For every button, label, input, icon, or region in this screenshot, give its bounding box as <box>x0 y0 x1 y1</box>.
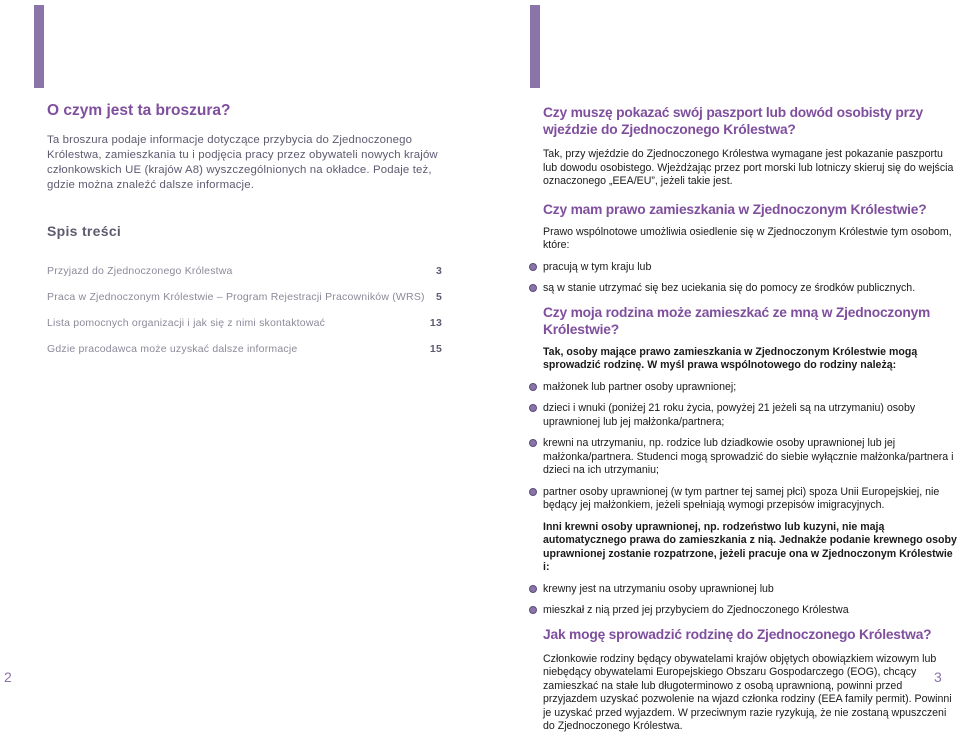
section-note: Inni krewni osoby uprawnionej, np. rodzeństwo lub kuzyni, nie mają automatycznego prawa do zamieszkania z nią. Jednakże podanie krewnego osoby uprawnionej zostanie rozpatrzone, jeżeli pracuje ona w Zjednoczonym Królestwie i: <box>543 520 957 573</box>
bullet-icon <box>529 404 537 412</box>
page-title: O czym jest ta broszura? <box>47 102 231 119</box>
bullet-icon <box>529 383 537 391</box>
accent-bar-left <box>34 5 44 88</box>
page-number-left: 2 <box>4 669 12 685</box>
right-page <box>543 104 957 734</box>
bullet-list <box>543 381 957 513</box>
toc-item-label: Praca w Zjednoczonym Królestwie – Program Rejestracji Pracowników (WRS) <box>47 291 425 303</box>
list-item: małżonek lub partner osoby uprawnionej; <box>543 381 957 395</box>
left-page <box>47 102 442 369</box>
toc-item[interactable] <box>47 317 442 330</box>
list-item: mieszkał z nią przed jej przybyciem do Zjednoczonego Królestwa <box>543 604 957 618</box>
bullet-icon <box>529 585 537 593</box>
list-item: krewni na utrzymaniu, np. rodzice lub dziadkowie osoby uprawnionej lub jej małżonka/partnera. Studenci mogą sprowadzić do siebie wyłącznie małżonka/partnera i dzieci na ich utrzymaniu; <box>543 437 957 478</box>
bullet-icon <box>529 488 537 496</box>
section-paragraph: Tak, przy wjeździe do Zjednoczonego Królestwa wymagane jest pokazanie paszportu lub dowodu osobistego. Wjeżdżając przez port morski lub lotniczy skieruj się do wejścia oznaczonego „EEA/EU”, jeżeli takie jest. <box>543 148 954 187</box>
list-item: są w stanie utrzymać się bez uciekania się do pomocy ze środków publicznych. <box>543 282 957 296</box>
bullet-icon <box>529 606 537 614</box>
toc-item-page: 5 <box>435 291 442 303</box>
list-item: krewny jest na utrzymaniu osoby uprawnionej lub <box>543 583 957 597</box>
bullet-icon <box>529 284 537 292</box>
section-heading-passport: Czy muszę pokazać swój paszport lub dowód osobisty przy wjeździe do Zjednoczonego Królestwa? <box>543 105 923 137</box>
bullet-icon <box>529 439 537 447</box>
toc-item[interactable] <box>47 265 442 278</box>
toc-item-label: Lista pomocnych organizacji i jak się z nimi skontaktować <box>47 317 326 329</box>
list-item: partner osoby uprawnionej (w tym partner tej samej płci) spoza Unii Europejskiej, nie będący jej małżonkiem, jeżeli spełniają wymogi przepisów imigracyjnych. <box>543 486 957 513</box>
toc-item-page: 3 <box>435 265 442 277</box>
bullet-icon <box>529 263 537 271</box>
toc-title: Spis treści <box>47 223 122 239</box>
accent-bar-right <box>530 5 540 88</box>
section-heading-residence: Czy mam prawo zamieszkania w Zjednoczonym Królestwie? <box>543 201 927 217</box>
list-item: pracują w tym kraju lub <box>543 261 957 275</box>
list-item: dzieci i wnuki (poniżej 21 roku życia, powyżej 21 jeżeli są na utrzymaniu) osoby uprawnionej lub jej małżonka/partnera; <box>543 402 957 429</box>
table-of-contents <box>47 265 442 356</box>
toc-item[interactable] <box>47 343 442 356</box>
section-heading-family: Czy moja rodzina może zamieszkać ze mną w Zjednoczonym Królestwie? <box>543 304 931 337</box>
toc-item-label: Przyjazd do Zjednoczonego Królestwa <box>47 265 233 277</box>
section-intro: Tak, osoby mające prawo zamieszkania w Zjednoczonym Królestwie mogą sprowadzić rodzinę. W myśl prawa wspólnotowego do rodziny należą: <box>543 345 918 371</box>
toc-item-label: Gdzie pracodawca może uzyskać dalsze informacje <box>47 343 298 355</box>
section-intro: Prawo wspólnotowe umożliwia osiedlenie się w Zjednoczonym Królestwie tym osobom, które: <box>543 225 952 251</box>
page-number-right: 3 <box>934 669 942 685</box>
toc-item-page: 13 <box>429 317 442 329</box>
section-paragraph: Członkowie rodziny będący obywatelami krajów objętych obowiązkiem wizowym lub niebędący obywatelami Europejskiego Obszaru Gospodarczego (EOG), chcący zamieszkać na stałe lub długoterminowo z osobą uprawnioną, powinni przed przyjazdem uzyskać pozwolenie na wjazd członka rodziny (EEA family permit). Powinni je uzyskać przed wyjazdem. W przeciwnym razie ryzykują, że nie zostaną wpuszczeni do Zjednoczonego Królestwa. <box>543 652 952 732</box>
toc-item-page: 15 <box>429 343 442 355</box>
toc-item[interactable] <box>47 291 442 304</box>
intro-paragraph: Ta broszura podaje informacje dotyczące przybycia do Zjednoczonego Królestwa, zamieszkania tu i podjęcia pracy przez obywateli nowych krajów członkowskich UE (krajów A8) wyszczególnionych na okładce. Podaje też, gdzie można znaleźć dalsze informacje. <box>47 134 438 191</box>
bullet-list <box>543 261 957 296</box>
section-heading-bring-family: Jak mogę sprowadzić rodzinę do Zjednoczonego Królestwa? <box>543 626 932 642</box>
bullet-list <box>543 583 957 618</box>
